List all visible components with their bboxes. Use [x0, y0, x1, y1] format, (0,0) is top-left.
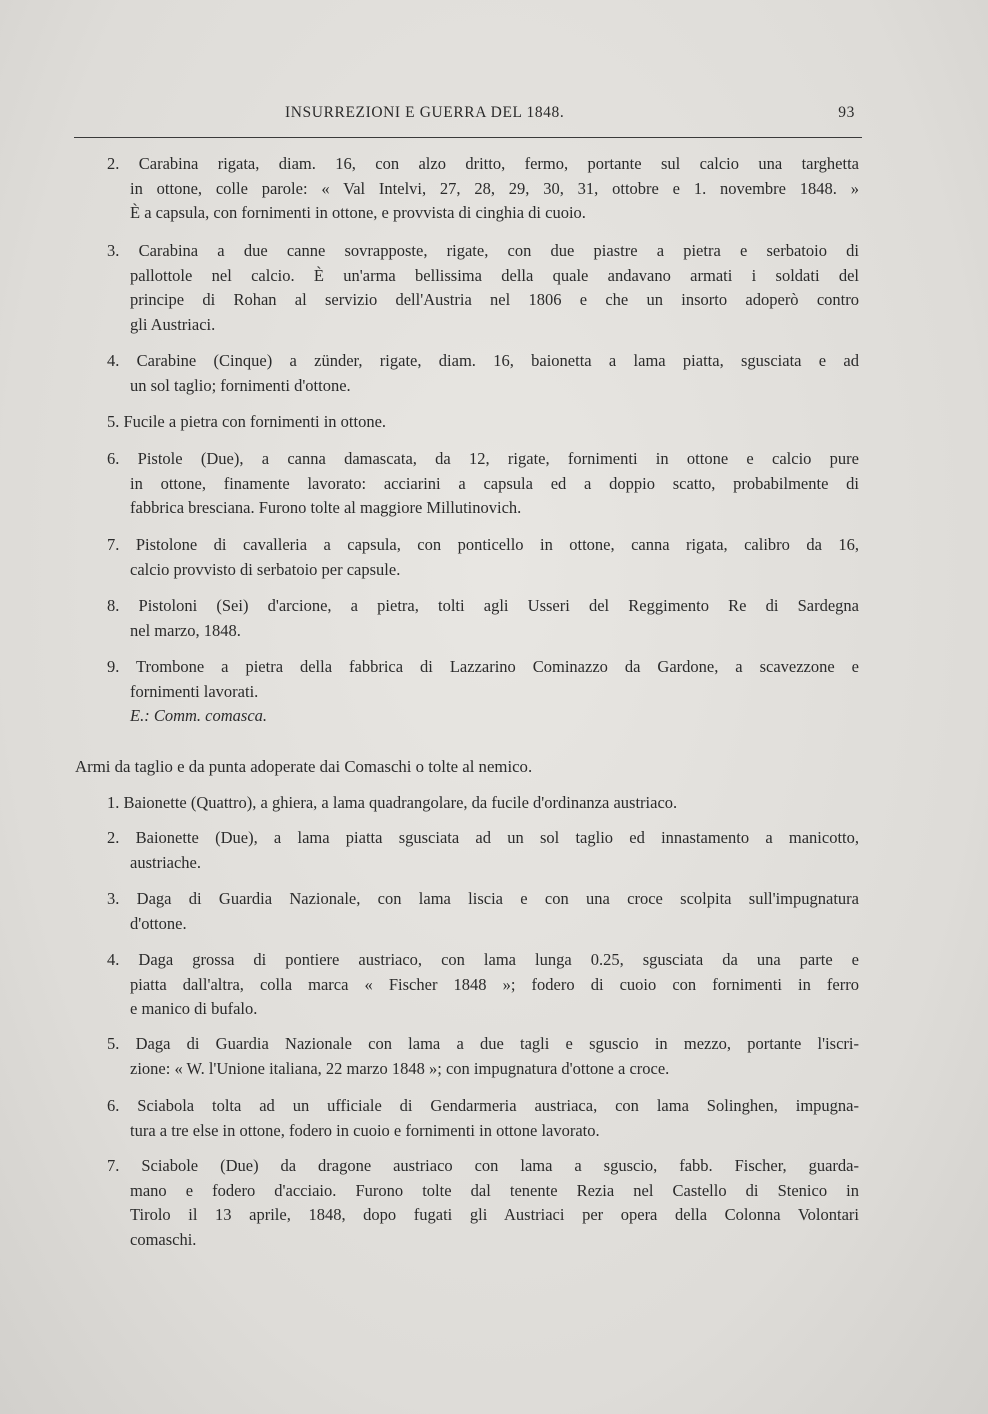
list-item: [107, 887, 859, 936]
item-line: fornimenti lavorati.: [130, 681, 259, 701]
item-line: pallottole nel calcio. È un'arma bellissima della quale andavano armati i soldati del: [130, 265, 859, 285]
list-item: [107, 349, 859, 398]
list-item: [107, 410, 859, 435]
list-item: [107, 791, 859, 816]
list-item: [107, 239, 859, 337]
list-item: [107, 1154, 859, 1252]
item-line: d'ottone.: [130, 913, 187, 933]
list-item: [107, 948, 859, 1022]
item-line: Tirolo il 13 aprile, 1848, dopo fugati gli Austriaci per opera della Colonna Volontari: [130, 1205, 859, 1224]
item-line: in ottone, colle parole: « Val Intelvi, 27, 28, 29, 30, 31, ottobre e 1. novembre 1848. »: [130, 178, 859, 198]
item-line: mano e fodero d'acciaio. Furono tolte dal tenente Rezia nel Castello di Stenico in: [130, 1180, 859, 1200]
item-line: 4. Daga grossa di pontiere austriaco, con lama lunga 0.25, sgusciata da una parte e: [107, 950, 859, 969]
page-header: [110, 104, 855, 128]
item-line: tura a tre else in ottone, fodero in cuoio e fornimenti in ottone lavorato.: [130, 1120, 600, 1140]
item-line: calcio provvisto di serbatoio per capsule.: [130, 559, 401, 579]
item-line: fabbrica bresciana. Furono tolte al maggiore Millutinovich.: [130, 498, 522, 517]
list-item: [107, 1032, 859, 1081]
list-item: [107, 152, 859, 226]
item-line: 2. Carabina rigata, diam. 16, con alzo dritto, fermo, portante sul calcio una targhetta: [107, 154, 859, 173]
item-line: un sol taglio; fornimenti d'ottone.: [130, 375, 351, 395]
item-line: gli Austriaci.: [130, 314, 216, 334]
list-item: [107, 594, 859, 643]
item-source: E.: Comm. comasca.: [130, 706, 268, 725]
item-line: 9. Trombone a pietra della fabbrica di Lazzarino Cominazzo da Gardone, a scavezzone e: [107, 657, 859, 676]
item-line: 5. Daga di Guardia Nazionale con lama a due tagli e sguscio in mezzo, portante l'iscri-: [107, 1034, 859, 1053]
item-line: 7. Pistolone di cavalleria a capsula, con ponticello in ottone, canna rigata, calibro da 16,: [107, 535, 859, 554]
list-item: [107, 1094, 859, 1143]
item-line: comaschi.: [130, 1229, 197, 1249]
item-line: 8. Pistoloni (Sei) d'arcione, a pietra, tolti agli Usseri del Reggimento Re di Sardegna: [107, 596, 859, 615]
item-line: principe di Rohan al servizio dell'Austria nel 1806 e che un insorto adoperò contro: [130, 290, 859, 309]
item-line: 6. Sciabola tolta ad un ufficiale di Gendarmeria austriaca, con lama Solinghen, impugna-: [107, 1096, 859, 1115]
section-heading: Armi da taglio e da punta adoperate dai Comaschi o tolte al nemico.: [75, 757, 533, 776]
item-line: 7. Sciabole (Due) da dragone austriaco con lama a sguscio, fabb. Fischer, guarda-: [107, 1156, 859, 1175]
item-line: 5. Fucile a pietra con fornimenti in ottone.: [107, 412, 387, 431]
item-line: in ottone, finamente lavorato: acciarini a capsula ed a doppio scatto, probabilmente di: [130, 473, 859, 493]
item-line: e manico di bufalo.: [130, 999, 258, 1018]
item-line: piatta dall'altra, colla marca « Fischer 1848 »; fodero di cuoio con fornimenti in ferro: [130, 974, 859, 994]
item-line: 4. Carabine (Cinque) a zünder, rigate, diam. 16, baionetta a lama piatta, sgusciata e ad: [107, 351, 859, 370]
page-number: 93: [838, 104, 855, 121]
list-item: [107, 826, 859, 875]
item-line: zione: « W. l'Unione italiana, 22 marzo 1848 »; con impugnatura d'ottone a croce.: [130, 1058, 670, 1078]
running-title: INSURREZIONI E GUERRA DEL 1848.: [285, 104, 565, 121]
item-line: nel marzo, 1848.: [130, 620, 241, 640]
list-item: [107, 447, 859, 521]
item-line: austriache.: [130, 852, 202, 872]
header-rule: [74, 137, 862, 138]
item-line: 1. Baionette (Quattro), a ghiera, a lama quadrangolare, da fucile d'ordinanza austriaco.: [107, 793, 678, 812]
item-line: È a capsula, con fornimenti in ottone, e provvista di cinghia di cuoio.: [130, 203, 586, 222]
item-line: 6. Pistole (Due), a canna damascata, da 12, rigate, fornimenti in ottone e calcio pure: [107, 449, 859, 468]
item-line: 3. Daga di Guardia Nazionale, con lama liscia e con una croce scolpita sull'impugnatura: [107, 889, 859, 908]
item-line: 3. Carabina a due canne sovrapposte, rigate, con due piastre a pietra e serbatoio di: [107, 241, 859, 260]
list-item: [107, 533, 859, 582]
item-line: 2. Baionette (Due), a lama piatta sgusciata ad un sol taglio ed innastamento a manicotto,: [107, 828, 859, 847]
list-item: [107, 655, 859, 729]
